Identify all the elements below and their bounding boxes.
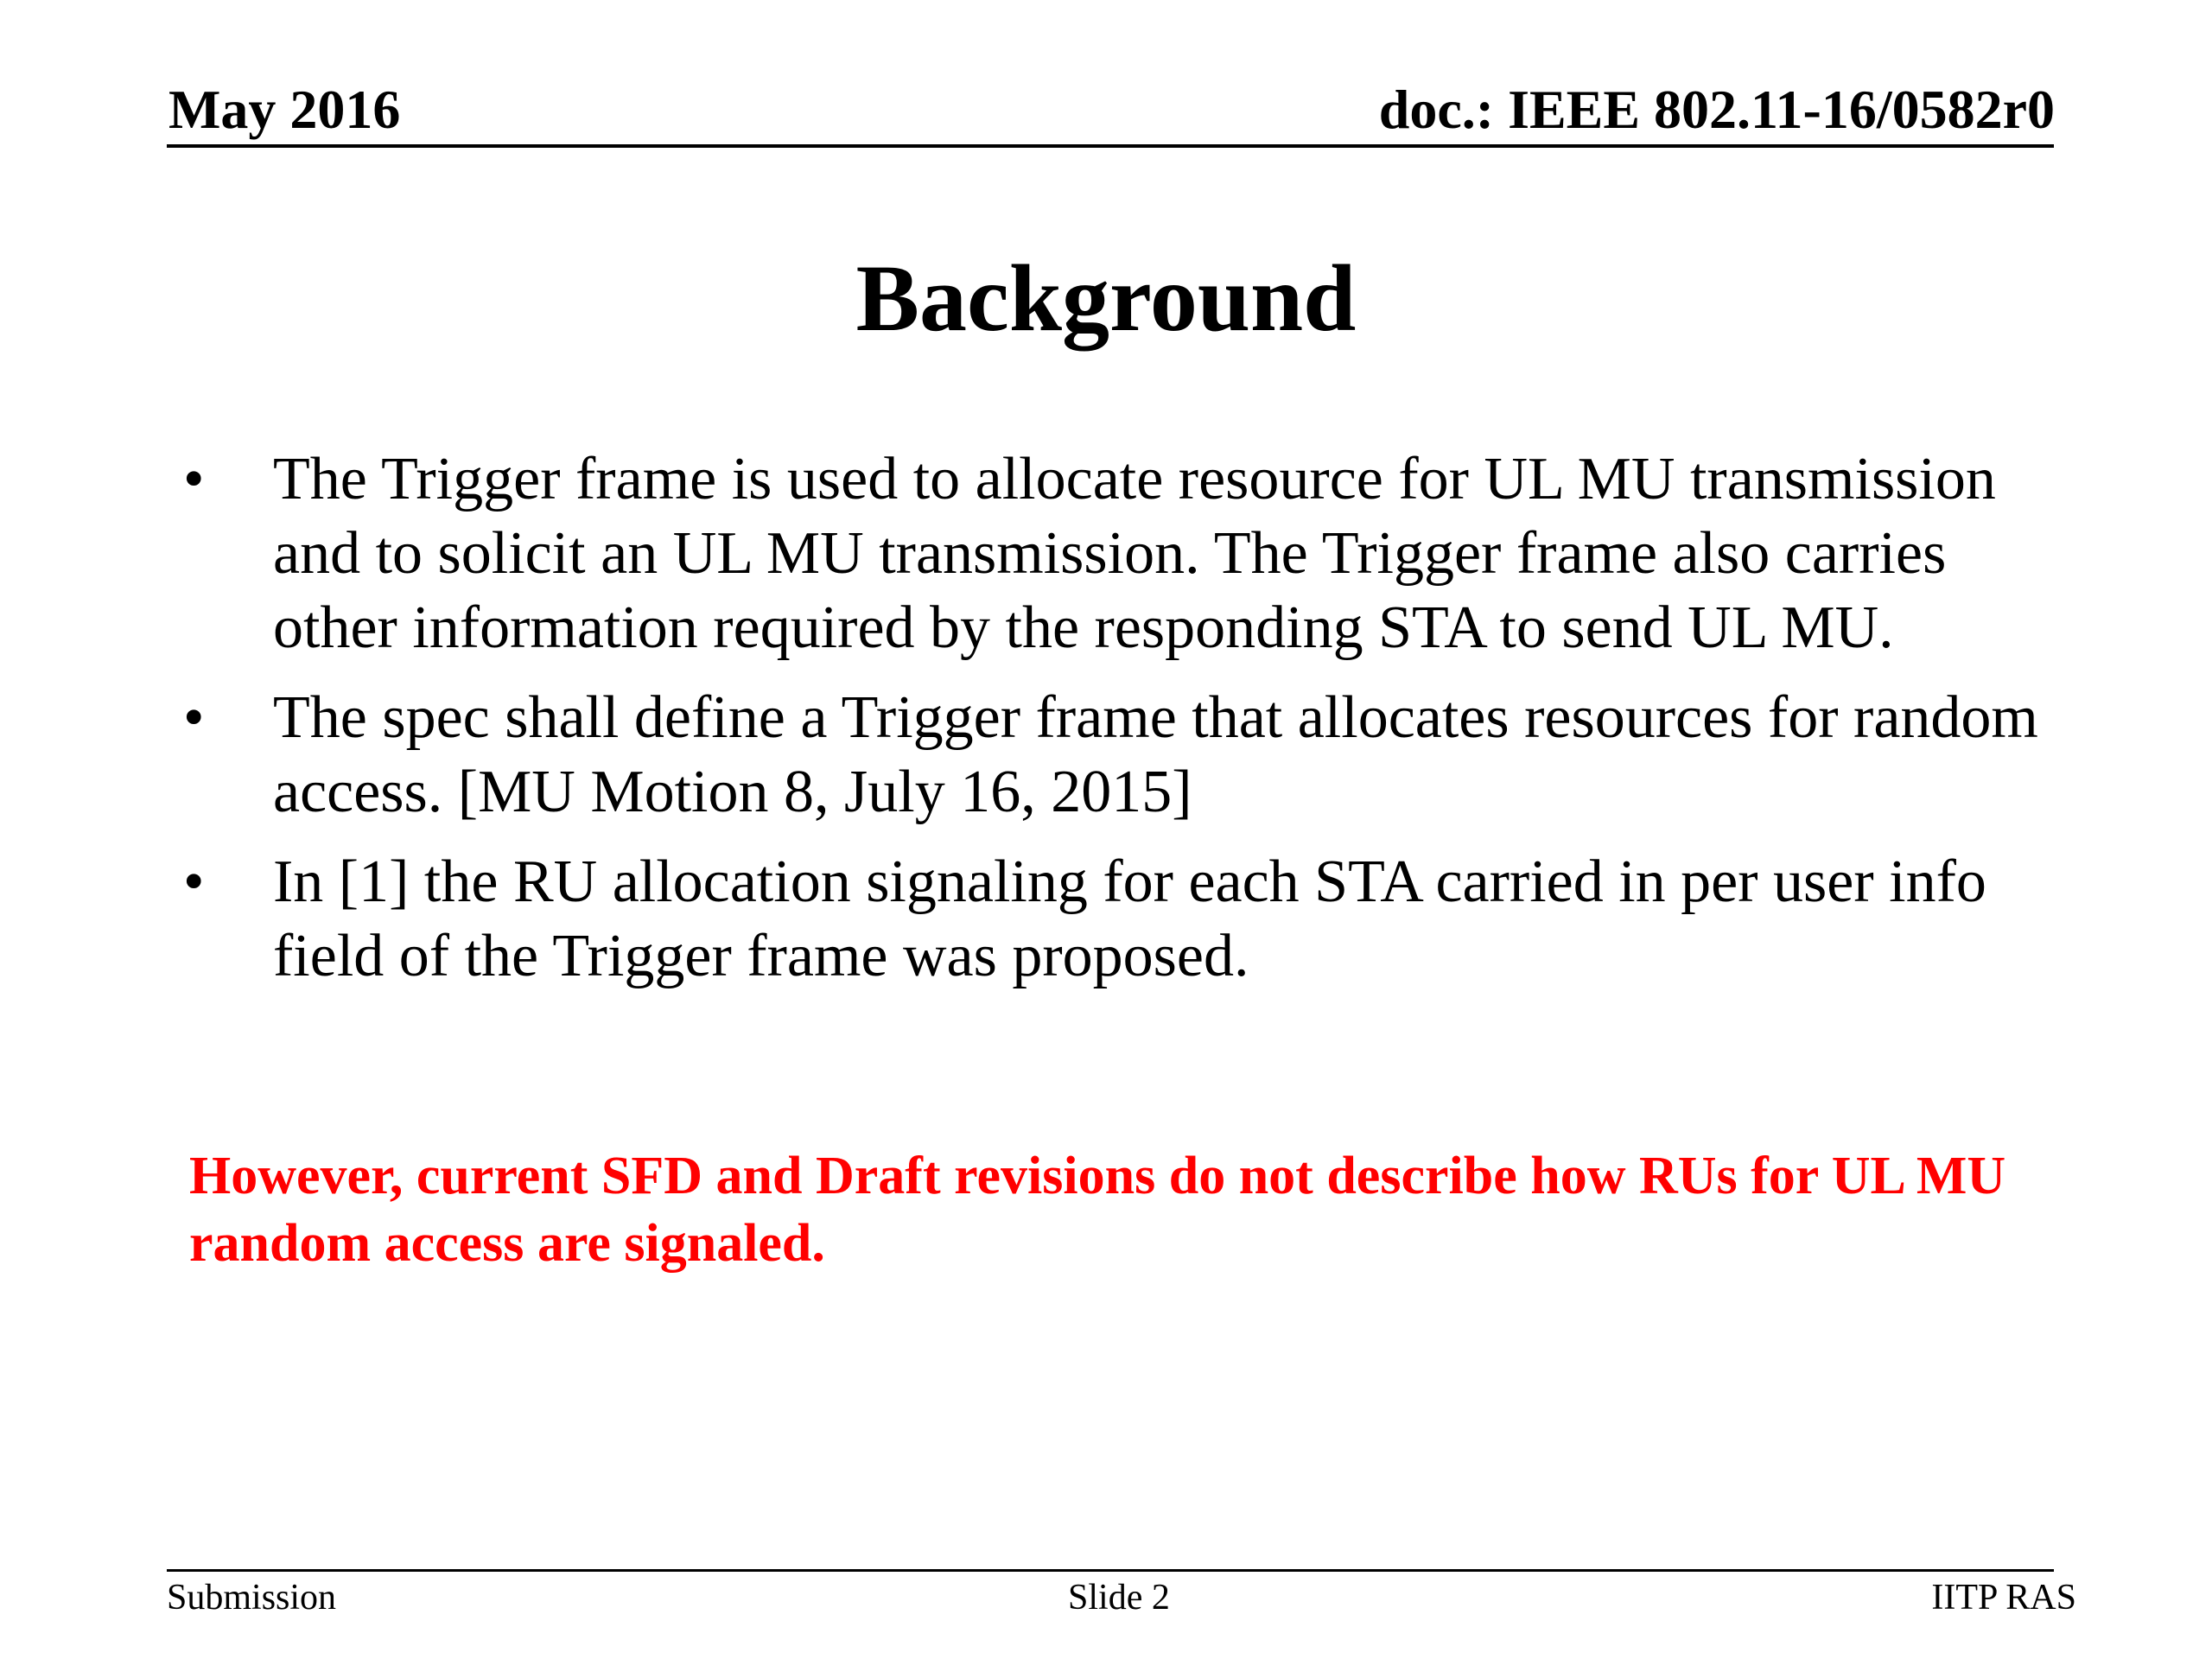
slide-header-doc-id: doc.: IEEE 802.11-16/0582r0 bbox=[1378, 79, 2055, 140]
slide-header-date: May 2016 bbox=[168, 79, 401, 140]
bullet-text: The Trigger frame is used to allocate resource for UL MU transmission and to solicit an UL MU transmission. The Trigger frame also carries other information required by the responding STA to send UL MU. bbox=[273, 446, 1996, 661]
bullet-item bbox=[183, 681, 2067, 830]
bullet-text: In [1] the RU allocation signaling for each STA carried in per user info field of the Trigger frame was proposed. bbox=[273, 849, 1986, 989]
bullet-item bbox=[183, 442, 2067, 665]
footer-organization: IITP RAS bbox=[1931, 1578, 2076, 1618]
footer-slide-number: Slide 2 bbox=[1068, 1578, 1170, 1618]
footer-submission: Submission bbox=[167, 1578, 337, 1618]
bullet-item bbox=[183, 845, 2067, 994]
highlight-note: However, current SFD and Draft revisions do not describe how RUs for UL MU random access are signaled. bbox=[189, 1147, 2006, 1273]
header-divider bbox=[167, 144, 2054, 148]
bullet-marker: • bbox=[183, 446, 205, 512]
slide-title: Background bbox=[855, 245, 1357, 351]
bullet-text: The spec shall define a Trigger frame that allocates resources for random access. [MU Motion 8, July 16, 2015] bbox=[273, 684, 2038, 825]
bullet-marker: • bbox=[183, 684, 205, 751]
bullet-marker: • bbox=[183, 849, 205, 915]
footer-divider bbox=[167, 1569, 2054, 1572]
bullet-list bbox=[183, 442, 2067, 1009]
